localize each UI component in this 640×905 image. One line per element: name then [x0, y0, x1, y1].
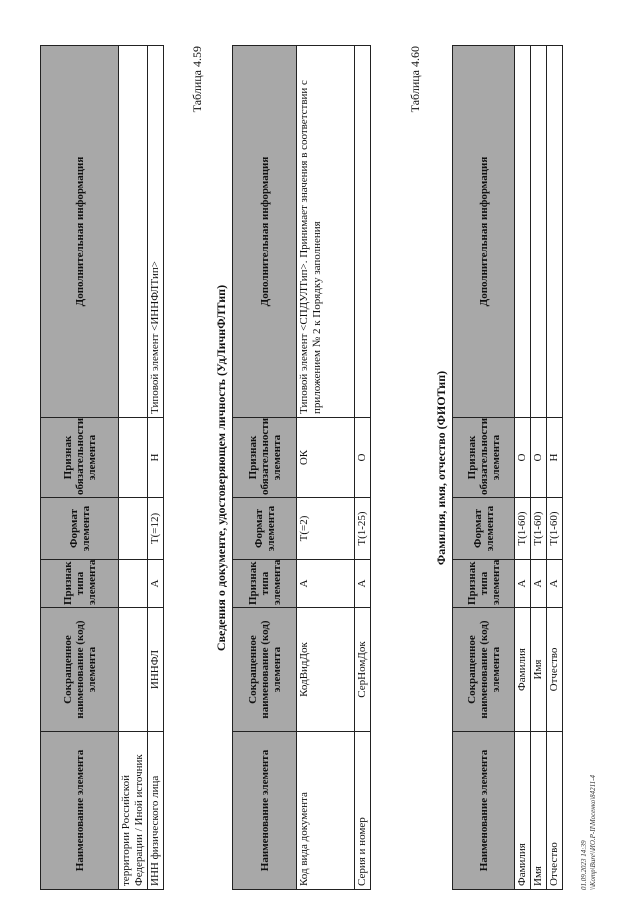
footer-path: \\Komp\Bure\\ИО.Р-II\Мосенко\84211-4	[589, 775, 597, 890]
header-cell: Признак типа элемента	[233, 560, 297, 608]
table-cell: Фамилия	[515, 732, 531, 890]
table-row	[148, 46, 164, 890]
table-row	[119, 46, 148, 890]
header-cell: Признак типа элемента	[453, 560, 515, 608]
rotated-page-content	[28, 20, 618, 890]
table-full-name	[452, 45, 563, 890]
table-cell: Т(=12)	[148, 498, 164, 560]
footer-timestamp: 01.09.2023 14:39	[580, 840, 588, 890]
footer-stamp	[580, 590, 598, 890]
header-cell: Дополнительная информация	[41, 46, 119, 418]
table-cell: Т(1-60)	[547, 498, 563, 560]
table-cell	[547, 46, 563, 418]
header-cell: Сокращенное наименование (код) элемента	[41, 608, 119, 732]
table-row	[531, 46, 547, 890]
table-cell: Т(1-60)	[515, 498, 531, 560]
header-cell: Признак типа элемента	[41, 560, 119, 608]
table-cell: Типовой элемент <СПДУЛТип>. Принимает значения в соответствии с приложением № 2 к Порядку заполнения	[297, 46, 355, 418]
table-cell: Имя	[531, 732, 547, 890]
header-cell: Признак обязательности элемента	[233, 418, 297, 498]
table-cell: Н	[148, 418, 164, 498]
table-cell: Серия и номер	[355, 732, 371, 890]
table-continuation	[40, 45, 164, 890]
header-cell: Наименование элемента	[453, 732, 515, 890]
table-row	[547, 46, 563, 890]
header-cell: Сокращенное наименование (код) элемента	[453, 608, 515, 732]
table-cell: КодВидДок	[297, 608, 355, 732]
table-row	[297, 46, 355, 890]
table-row	[515, 46, 531, 890]
table-cell: ОК	[297, 418, 355, 498]
table-cell	[515, 46, 531, 418]
header-cell: Формат элемента	[453, 498, 515, 560]
table-header-row	[41, 46, 119, 890]
table-cell: А	[355, 560, 371, 608]
table-cell: О	[531, 418, 547, 498]
table-cell	[355, 46, 371, 418]
table-header-row	[233, 46, 297, 890]
table-cell: Т(=2)	[297, 498, 355, 560]
table-cell: Н	[547, 418, 563, 498]
table-cell: О	[515, 418, 531, 498]
table-number: Таблица 4.60	[408, 46, 422, 113]
table-cell	[119, 498, 148, 560]
header-cell: Дополнительная информация	[453, 46, 515, 418]
table-cell: Код вида документа	[297, 732, 355, 890]
table-cell	[119, 46, 148, 418]
table-cell	[119, 560, 148, 608]
header-cell: Формат элемента	[233, 498, 297, 560]
table-title: Фамилия, имя, отчество (ФИОТип)	[434, 370, 448, 566]
table-cell: ИНН физического лица	[148, 732, 164, 890]
table-cell: А	[297, 560, 355, 608]
table-cell: Имя	[531, 608, 547, 732]
header-cell: Дополнительная информация	[233, 46, 297, 418]
table-cell: Фамилия	[515, 608, 531, 732]
table-cell: Т(1-60)	[531, 498, 547, 560]
table-cell: А	[531, 560, 547, 608]
header-cell: Признак обязательности элемента	[453, 418, 515, 498]
table-cell: Т(1-25)	[355, 498, 371, 560]
header-cell: Наименование элемента	[233, 732, 297, 890]
table-cell: Отчество	[547, 732, 563, 890]
table-cell: А	[515, 560, 531, 608]
table-title: Сведения о документе, удостоверяющем личность (УдЛичнФЛТип)	[214, 284, 228, 652]
header-cell: Сокращенное наименование (код) элемента	[233, 608, 297, 732]
table-cell: Отчество	[547, 608, 563, 732]
header-cell: Наименование элемента	[41, 732, 119, 890]
header-cell: Признак обязательности элемента	[41, 418, 119, 498]
table-cell: А	[547, 560, 563, 608]
table-cell: А	[148, 560, 164, 608]
table-document-info	[232, 45, 371, 890]
table-cell	[119, 608, 148, 732]
table-row	[355, 46, 371, 890]
header-cell: Формат элемента	[41, 498, 119, 560]
table-header-row	[453, 46, 515, 890]
table-cell: Типовой элемент <ИННФЛТип>	[148, 46, 164, 418]
table-cell	[531, 46, 547, 418]
table-cell: ИННФЛ	[148, 608, 164, 732]
table-number: Таблица 4.59	[190, 46, 204, 113]
table-cell: СерНомДок	[355, 608, 371, 732]
table-cell: территории Российской Федерации / Иной источник	[119, 732, 148, 890]
table-cell: О	[355, 418, 371, 498]
table-cell	[119, 418, 148, 498]
